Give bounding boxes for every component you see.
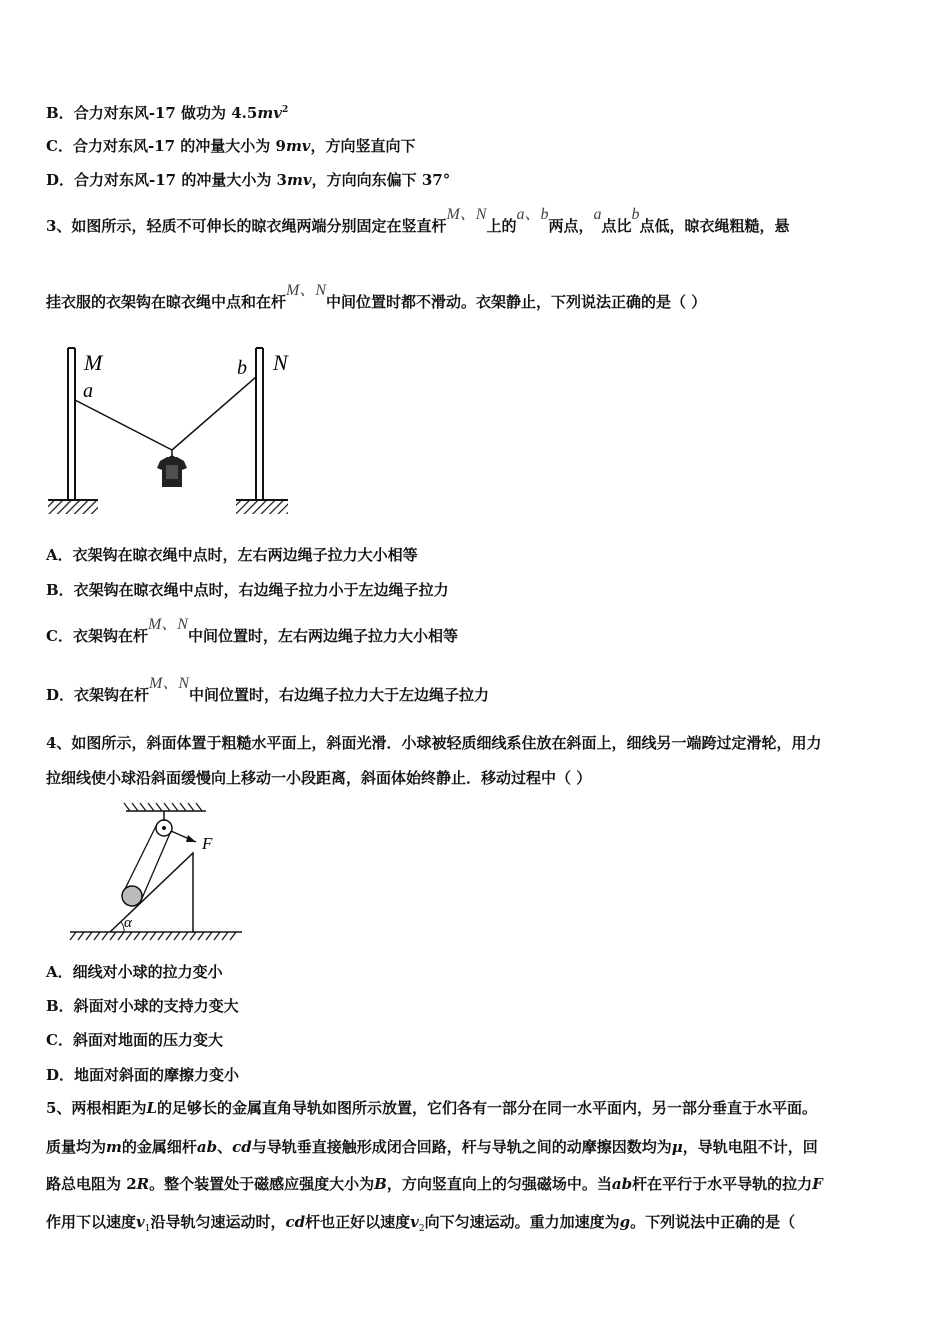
q4-option-b: B．斜面对小球的支持力变大: [46, 997, 239, 1015]
ceiling: [124, 803, 206, 811]
q2-option-c: C．合力对东风-17 的冲量大小为 9mv，方向竖直向下: [46, 137, 416, 155]
q3-stem-line1: 3、如图所示，轻质不可伸长的晾衣绳两端分别固定在竖直杆M、N上的a、b两点，a点比b点低，晾衣绳粗糙，悬: [46, 206, 790, 235]
label-b: b: [237, 357, 247, 379]
q3-option-b: B．衣架钩在晾衣绳中点时，右边绳子拉力小于左边绳子拉力: [46, 581, 449, 599]
label-alpha: α: [124, 915, 132, 931]
q3-stem-line2: 挂衣服的衣架钩在晾衣绳中点和在杆M、N中间位置时都不滑动。衣架静止，下列说法正确的是（ ）: [46, 282, 707, 311]
label-n: N: [273, 350, 288, 375]
string-ball-2: [140, 831, 171, 903]
ground-left: [48, 500, 98, 514]
rope-left: [75, 400, 172, 450]
q3-option-a: A．衣架钩在晾衣绳中点时，左右两边绳子拉力大小相等: [46, 546, 418, 564]
label-m: M: [84, 350, 103, 375]
q4-incline-figure: [66, 795, 246, 945]
q4-option-d: D．地面对斜面的摩擦力变小: [46, 1066, 240, 1084]
ground-right: [236, 500, 288, 514]
label-a: a: [83, 380, 93, 402]
q3-option-d: D．衣架钩在杆M、N中间位置时，右边绳子拉力大于左边绳子拉力: [46, 675, 490, 704]
q4-option-c: C．斜面对地面的压力变大: [46, 1031, 223, 1049]
q4-stem-line1: 4、如图所示，斜面体置于粗糙水平面上，斜面光滑．小球被轻质细线系住放在斜面上，细线另一端跨过定滑轮，用力: [46, 734, 822, 752]
q3-option-c: C．衣架钩在杆M、N中间位置时，左右两边绳子拉力大小相等: [46, 616, 458, 645]
q4-option-a: A．细线对小球的拉力变小: [46, 963, 223, 981]
q5-stem-line4: 作用下以速度$v_1$沿导轨匀速运动时，cd杆也正好以速度$v_2$向下匀速运动。重力加速度为g。下列说法中正确的是（: [46, 1213, 796, 1234]
pole-m: [68, 348, 75, 500]
arrowhead: [186, 835, 196, 842]
rope-right: [172, 377, 256, 450]
q4-stem-line2: 拉细线使小球沿斜面缓慢向上移动一小段距离，斜面体始终静止．移动过程中（ ）: [46, 769, 592, 787]
q5-stem-line1: 5、两根相距为L的足够长的金属直角导轨如图所示放置，它们各有一部分在同一水平面内，另一部分垂直于水平面。: [46, 1099, 818, 1117]
q5-stem-line3: 路总电阻为 2R。整个装置处于磁感应强度大小为B，方向竖直向上的匀强磁场中。当ab杆在平行于水平导轨的拉力F: [46, 1175, 823, 1193]
label-f: F: [202, 834, 213, 853]
ground: [70, 932, 242, 940]
q2-option-d: D．合力对东风-17 的冲量大小为 3mv，方向向东偏下 37°: [46, 171, 451, 189]
q2-option-b: B．合力对东风-17 做功为 $4.5mv^2$: [46, 104, 289, 122]
string-ball: [125, 824, 157, 889]
q3-clothesline-figure: [44, 340, 314, 525]
pole-n: [256, 348, 263, 500]
q5-stem-line2: 质量均为m的金属细杆ab、cd与导轨垂直接触形成闭合回路，杆与导轨之间的动摩擦因数均为μ，导轨电阻不计，回: [46, 1138, 818, 1156]
